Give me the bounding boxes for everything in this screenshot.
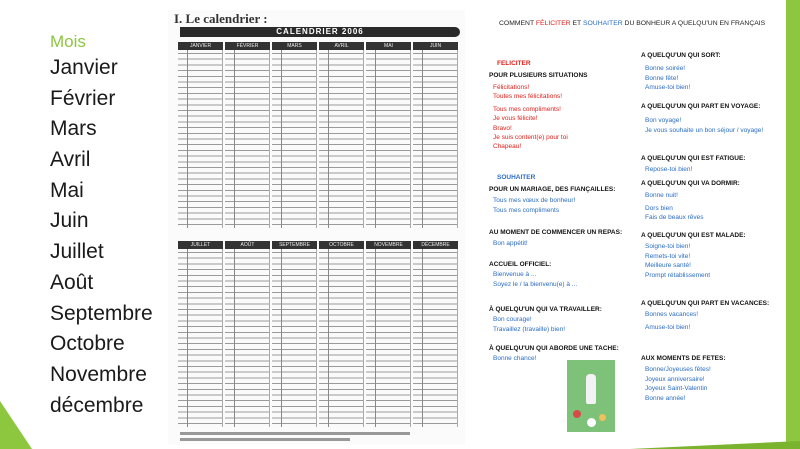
title-text: ET	[570, 20, 583, 27]
phrase-list	[645, 310, 698, 332]
bottle-icon	[586, 374, 596, 404]
calendar-footnote-line	[180, 432, 410, 435]
phrase-line: Joyeux anniversaire!	[645, 375, 705, 383]
calendar-day-grid	[413, 50, 458, 228]
calendar-month-header: NOVEMBRE	[366, 241, 411, 249]
month-item: Juillet	[50, 240, 104, 264]
accent-bar-right	[786, 0, 800, 449]
section-heading: A QUELQU'UN QUI PART EN VACANCES:	[641, 300, 770, 307]
calendar-month-column	[413, 241, 458, 427]
months-title: Mois	[50, 32, 86, 51]
calendar-month-header: JUILLET	[178, 241, 223, 249]
calendar-month-column	[319, 42, 364, 228]
calendar-day-grid	[413, 249, 458, 427]
phrase-list	[493, 83, 568, 152]
phrase-line: Bon voyage!	[645, 117, 682, 124]
calendar-day-grid	[178, 50, 223, 228]
phrase-line: Bon appétit!	[493, 240, 528, 247]
section-heading: A QUELQU'UN QUI VA DORMIR:	[641, 180, 740, 187]
calendar-heading: I. Le calendrier :	[174, 11, 268, 26]
section-heading: POUR PLUSIEURS SITUATIONS	[489, 72, 588, 79]
calendar-month-header: AOÛT	[225, 241, 270, 249]
calendar-second-half	[178, 241, 460, 427]
phrase-list	[645, 242, 710, 280]
phrase-line: Je suis content(e) pour toi	[493, 134, 568, 142]
phrase-line: Bravo!	[493, 124, 512, 132]
calendar-month-header: JUIN	[413, 42, 458, 50]
title-feliciter: FÉLICITER	[535, 20, 571, 27]
month-item: Octobre	[50, 332, 125, 356]
month-item: Juin	[50, 209, 89, 233]
calendar-month-header: MARS	[272, 42, 317, 50]
calendar-day-grid	[272, 249, 317, 427]
phrase-line: Bonne nuit!	[645, 192, 678, 199]
phrase-list	[645, 365, 711, 403]
calendar-month-column	[178, 42, 223, 228]
section-heading: À QUELQU'UN QUI ABORDE UNE TACHE:	[489, 345, 619, 352]
calendar-month-column	[272, 241, 317, 427]
section-heading: AUX MOMENTS DE FETES:	[641, 355, 726, 362]
title-text: COMMENT	[499, 20, 536, 27]
month-item: Septembre	[50, 301, 153, 325]
calendar-day-grid	[225, 249, 270, 427]
calendar-month-header: AVRIL	[319, 42, 364, 50]
sheet-title	[499, 20, 779, 27]
calendar-month-column	[272, 42, 317, 228]
title-text: DU BONHEUR A QUELQU'UN EN FRANÇAIS	[622, 20, 766, 27]
phrase-line: Bonne chance!	[493, 355, 537, 362]
calendar-day-grid	[319, 249, 364, 427]
phrase-line: Bienvenue à ...	[493, 271, 537, 278]
phrase-list	[645, 191, 704, 223]
phrase-line: Fais de beaux rêves	[645, 214, 704, 221]
calendar-month-column	[225, 241, 270, 427]
calendar-footnote-line	[180, 438, 350, 441]
section-heading: A QUELQU'UN QUI EST MALADE:	[641, 232, 746, 239]
phrase-line: Tous mes compliments!	[493, 105, 561, 113]
phrase-line: Je vous souhaite un bon séjour / voyage!	[645, 126, 764, 134]
calendar-first-half	[178, 42, 460, 228]
calendar-day-grid	[272, 50, 317, 228]
phrase-line: Remets-toi vite!	[645, 252, 691, 260]
phrase-line: Tous mes compliments	[493, 206, 560, 214]
phrase-line: Meilleure santé!	[645, 262, 691, 269]
decoration-dot	[599, 414, 606, 421]
phrase-line: Bon courage!	[493, 316, 532, 323]
phrase-list	[493, 315, 565, 334]
section-feliciter: FELICITER	[497, 60, 531, 67]
phrase-line: Bonne soirée!	[645, 65, 686, 72]
calendar-month-header: FÉVRIER	[225, 42, 270, 50]
phrase-list	[645, 165, 692, 175]
month-item: Août	[50, 270, 94, 294]
section-heading: POUR UN MARIAGE, DES FIANÇAILLES:	[489, 186, 616, 193]
decoration-dot	[573, 410, 581, 418]
calendar-day-grid	[225, 50, 270, 228]
calendar-day-grid	[366, 249, 411, 427]
phrase-line: Tous mes vœux de bonheur!	[493, 197, 576, 204]
phrase-line: Prompt rétablissement	[645, 271, 711, 279]
section-heading: À QUELQU'UN QUI VA TRAVAILLER:	[489, 306, 602, 313]
section-heading: A QUELQU'UN QUI PART EN VOYAGE:	[641, 103, 761, 110]
section-souhaiter: SOUHAITER	[497, 174, 536, 181]
phrase-line: Je vous félicite!	[493, 115, 538, 123]
calendar-month-header: MAI	[366, 42, 411, 50]
month-item: Novembre	[50, 362, 147, 386]
calendar-day-grid	[319, 50, 364, 228]
phrase-line: Félicitations!	[493, 84, 530, 91]
phrase-list	[493, 270, 577, 289]
phrase-sheet	[485, 20, 785, 440]
calendar-month-column	[413, 42, 458, 228]
phrase-line: Bonnes vacances!	[645, 311, 699, 318]
phrase-line: Bonne fête!	[645, 74, 679, 82]
phrase-line: Travaillez (travaille) bien!	[493, 325, 566, 333]
months-list	[50, 31, 153, 421]
phrase-line: Toutes mes félicitations!	[493, 93, 563, 101]
month-item: Février	[50, 86, 116, 110]
phrase-line: Bonne année!	[645, 394, 686, 402]
calendar-month-column	[366, 42, 411, 228]
calendar-month-header: OCTOBRE	[319, 241, 364, 249]
calendar-month-column	[178, 241, 223, 427]
phrase-line: Dors bien	[645, 204, 673, 212]
accent-triangle-bottom-right	[630, 441, 800, 449]
phrase-line: Joyeux Saint-Valentin	[645, 385, 708, 392]
month-item: Janvier	[50, 56, 118, 79]
phrase-line: Bonne/Joyeuses fêtes!	[645, 366, 711, 373]
calendar-title-bar: CALENDRIER 2006	[180, 27, 460, 37]
calendar-month-column	[319, 241, 364, 427]
calendar-day-grid	[366, 50, 411, 228]
section-heading: A QUELQU'UN QUI EST FATIGUE:	[641, 155, 746, 162]
phrase-line: Repose-toi bien!	[645, 166, 693, 173]
phrase-list	[493, 354, 536, 364]
section-heading: A QUELQU'UN QUI SORT:	[641, 52, 721, 59]
phrase-list	[645, 64, 690, 93]
calendar-day-grid	[178, 249, 223, 427]
phrase-line: Soigne-toi bien!	[645, 243, 691, 250]
accent-triangle-bottom-left	[0, 401, 32, 449]
month-item: décembre	[50, 393, 144, 417]
champagne-illustration	[567, 360, 615, 432]
title-souhaiter: SOUHAITER	[582, 20, 623, 27]
calendar-image	[168, 10, 465, 445]
phrase-list	[493, 239, 528, 249]
month-item: Mars	[50, 117, 97, 141]
section-heading: ACCUEIL OFFICIEL:	[489, 261, 552, 268]
calendar-month-column	[366, 241, 411, 427]
phrase-line: Chapeau!	[493, 143, 522, 151]
calendar-month-column	[225, 42, 270, 228]
section-heading: AU MOMENT DE COMMENCER UN REPAS:	[489, 229, 623, 236]
calendar-month-header: JANVIER	[178, 42, 223, 50]
phrase-line: Amuse-toi bien!	[645, 84, 691, 91]
calendar-month-header: DÉCEMBRE	[413, 241, 458, 249]
month-item: Avril	[50, 148, 91, 172]
phrase-line: Soyez le / la bienvenu(e) à ...	[493, 280, 578, 288]
phrase-line: Amuse-toi bien!	[645, 323, 691, 331]
phrase-list	[645, 116, 763, 135]
phrase-list	[493, 196, 575, 215]
decoration-dot	[587, 418, 596, 427]
month-item: Mai	[50, 178, 84, 202]
calendar-month-header: SEPTEMBRE	[272, 241, 317, 249]
